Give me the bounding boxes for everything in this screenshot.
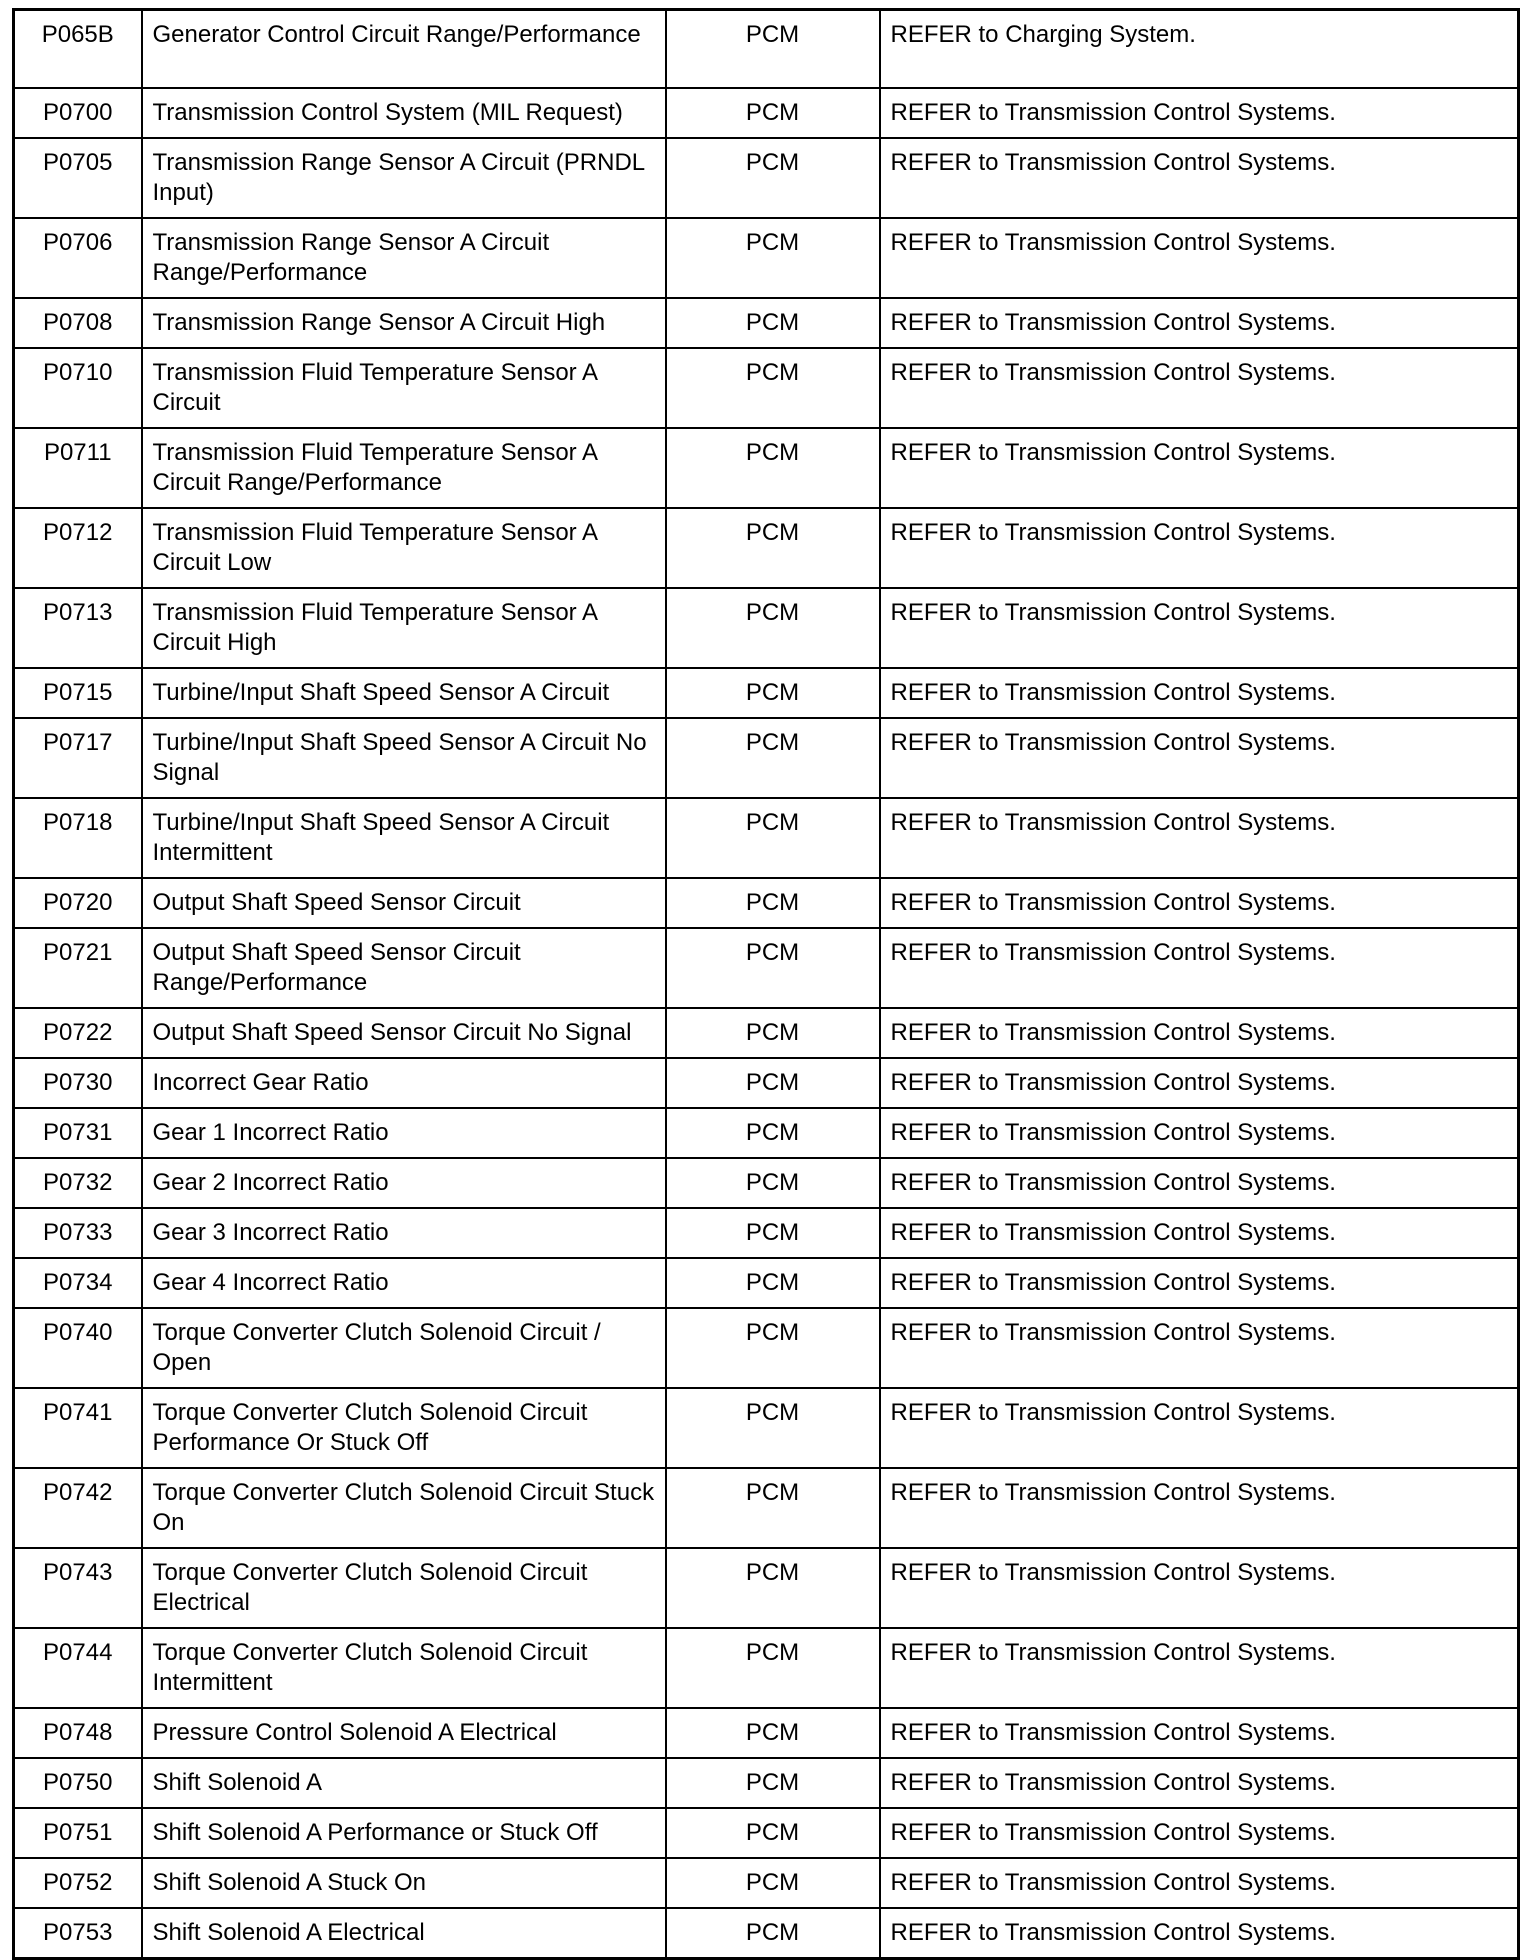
dtc-description: Torque Converter Clutch Solenoid Circuit Stuck On (142, 1468, 666, 1548)
dtc-action: REFER to Transmission Control Systems. (880, 1008, 1519, 1058)
table-row (14, 718, 1519, 798)
dtc-module: PCM (666, 508, 880, 588)
dtc-description: Transmission Range Sensor A Circuit (PRNDL Input) (142, 138, 666, 218)
dtc-module: PCM (666, 1708, 880, 1758)
dtc-code: P0708 (14, 298, 142, 348)
dtc-action: REFER to Transmission Control Systems. (880, 348, 1519, 428)
dtc-action: REFER to Transmission Control Systems. (880, 1388, 1519, 1468)
dtc-module: PCM (666, 1258, 880, 1308)
dtc-action: REFER to Transmission Control Systems. (880, 1708, 1519, 1758)
dtc-code: P0717 (14, 718, 142, 798)
dtc-code: P0740 (14, 1308, 142, 1388)
dtc-description: Torque Converter Clutch Solenoid Circuit Performance Or Stuck Off (142, 1388, 666, 1468)
dtc-action: REFER to Transmission Control Systems. (880, 1258, 1519, 1308)
dtc-description: Turbine/Input Shaft Speed Sensor A Circuit Intermittent (142, 798, 666, 878)
dtc-code: P0753 (14, 1908, 142, 1959)
dtc-code: P065B (14, 10, 142, 88)
table-row (14, 1908, 1519, 1959)
dtc-action: REFER to Transmission Control Systems. (880, 508, 1519, 588)
dtc-action: REFER to Transmission Control Systems. (880, 1628, 1519, 1708)
dtc-action: REFER to Transmission Control Systems. (880, 298, 1519, 348)
dtc-code: P0752 (14, 1858, 142, 1908)
dtc-action: REFER to Transmission Control Systems. (880, 1468, 1519, 1548)
dtc-code: P0744 (14, 1628, 142, 1708)
dtc-description: Transmission Range Sensor A Circuit High (142, 298, 666, 348)
table-row (14, 1628, 1519, 1708)
dtc-description: Output Shaft Speed Sensor Circuit (142, 878, 666, 928)
dtc-code: P0706 (14, 218, 142, 298)
dtc-module: PCM (666, 428, 880, 508)
dtc-code: P0750 (14, 1758, 142, 1808)
dtc-module: PCM (666, 1908, 880, 1959)
dtc-action: REFER to Transmission Control Systems. (880, 1108, 1519, 1158)
dtc-description: Transmission Fluid Temperature Sensor A Circuit High (142, 588, 666, 668)
dtc-description: Transmission Fluid Temperature Sensor A Circuit Range/Performance (142, 428, 666, 508)
table-row (14, 588, 1519, 668)
dtc-description: Pressure Control Solenoid A Electrical (142, 1708, 666, 1758)
dtc-module: PCM (666, 1058, 880, 1108)
table-row (14, 1388, 1519, 1468)
dtc-module: PCM (666, 668, 880, 718)
dtc-action: REFER to Transmission Control Systems. (880, 878, 1519, 928)
table-row (14, 428, 1519, 508)
dtc-code: P0731 (14, 1108, 142, 1158)
table-row (14, 1108, 1519, 1158)
dtc-action: REFER to Transmission Control Systems. (880, 928, 1519, 1008)
dtc-code: P0732 (14, 1158, 142, 1208)
dtc-description: Transmission Fluid Temperature Sensor A Circuit Low (142, 508, 666, 588)
dtc-code: P0720 (14, 878, 142, 928)
dtc-module: PCM (666, 1388, 880, 1468)
table-row (14, 10, 1519, 88)
dtc-description: Torque Converter Clutch Solenoid Circuit / Open (142, 1308, 666, 1388)
dtc-action: REFER to Transmission Control Systems. (880, 718, 1519, 798)
dtc-description: Gear 4 Incorrect Ratio (142, 1258, 666, 1308)
dtc-description: Gear 2 Incorrect Ratio (142, 1158, 666, 1208)
dtc-code: P0715 (14, 668, 142, 718)
dtc-module: PCM (666, 1208, 880, 1258)
table-row (14, 138, 1519, 218)
dtc-code: P0743 (14, 1548, 142, 1628)
dtc-action: REFER to Transmission Control Systems. (880, 1158, 1519, 1208)
dtc-module: PCM (666, 1108, 880, 1158)
dtc-module: PCM (666, 298, 880, 348)
table-row (14, 1208, 1519, 1258)
table-row (14, 1468, 1519, 1548)
dtc-description: Torque Converter Clutch Solenoid Circuit Intermittent (142, 1628, 666, 1708)
dtc-code: P0721 (14, 928, 142, 1008)
dtc-description: Turbine/Input Shaft Speed Sensor A Circuit No Signal (142, 718, 666, 798)
table-row (14, 1158, 1519, 1208)
dtc-code: P0730 (14, 1058, 142, 1108)
dtc-description: Output Shaft Speed Sensor Circuit Range/Performance (142, 928, 666, 1008)
dtc-code: P0741 (14, 1388, 142, 1468)
table-row (14, 1548, 1519, 1628)
dtc-code: P0711 (14, 428, 142, 508)
dtc-table-body (14, 10, 1519, 1959)
table-row (14, 878, 1519, 928)
dtc-module: PCM (666, 588, 880, 668)
dtc-module: PCM (666, 10, 880, 88)
dtc-description: Transmission Control System (MIL Request) (142, 88, 666, 138)
table-row (14, 218, 1519, 298)
dtc-module: PCM (666, 88, 880, 138)
dtc-code: P0742 (14, 1468, 142, 1548)
dtc-description: Shift Solenoid A Electrical (142, 1908, 666, 1959)
dtc-action: REFER to Transmission Control Systems. (880, 1858, 1519, 1908)
dtc-module: PCM (666, 218, 880, 298)
dtc-description: Transmission Range Sensor A Circuit Range/Performance (142, 218, 666, 298)
table-row (14, 508, 1519, 588)
dtc-module: PCM (666, 798, 880, 878)
dtc-code: P0733 (14, 1208, 142, 1258)
dtc-description: Transmission Fluid Temperature Sensor A Circuit (142, 348, 666, 428)
dtc-action: REFER to Transmission Control Systems. (880, 1548, 1519, 1628)
dtc-action: REFER to Transmission Control Systems. (880, 668, 1519, 718)
dtc-module: PCM (666, 1308, 880, 1388)
dtc-table (12, 8, 1520, 1960)
dtc-action: REFER to Transmission Control Systems. (880, 1058, 1519, 1108)
dtc-module: PCM (666, 718, 880, 798)
table-row (14, 798, 1519, 878)
dtc-code: P0700 (14, 88, 142, 138)
dtc-description: Gear 3 Incorrect Ratio (142, 1208, 666, 1258)
dtc-description: Generator Control Circuit Range/Performance (142, 10, 666, 88)
dtc-code: P0712 (14, 508, 142, 588)
dtc-action: REFER to Transmission Control Systems. (880, 428, 1519, 508)
dtc-module: PCM (666, 928, 880, 1008)
dtc-action: REFER to Transmission Control Systems. (880, 88, 1519, 138)
table-row (14, 88, 1519, 138)
table-row (14, 1808, 1519, 1858)
dtc-code: P0705 (14, 138, 142, 218)
dtc-description: Torque Converter Clutch Solenoid Circuit Electrical (142, 1548, 666, 1628)
dtc-description: Shift Solenoid A Stuck On (142, 1858, 666, 1908)
dtc-module: PCM (666, 1158, 880, 1208)
dtc-code: P0748 (14, 1708, 142, 1758)
dtc-action: REFER to Transmission Control Systems. (880, 1908, 1519, 1959)
dtc-description: Turbine/Input Shaft Speed Sensor A Circuit (142, 668, 666, 718)
dtc-action: REFER to Transmission Control Systems. (880, 138, 1519, 218)
dtc-description: Output Shaft Speed Sensor Circuit No Signal (142, 1008, 666, 1058)
table-row (14, 1858, 1519, 1908)
dtc-code: P0710 (14, 348, 142, 428)
dtc-module: PCM (666, 138, 880, 218)
table-row (14, 348, 1519, 428)
table-row (14, 1058, 1519, 1108)
dtc-module: PCM (666, 1468, 880, 1548)
dtc-action: REFER to Transmission Control Systems. (880, 1308, 1519, 1388)
dtc-description: Shift Solenoid A Performance or Stuck Off (142, 1808, 666, 1858)
table-row (14, 668, 1519, 718)
dtc-module: PCM (666, 1758, 880, 1808)
table-row (14, 298, 1519, 348)
dtc-action: REFER to Transmission Control Systems. (880, 1758, 1519, 1808)
dtc-module: PCM (666, 878, 880, 928)
dtc-module: PCM (666, 1628, 880, 1708)
dtc-module: PCM (666, 348, 880, 428)
dtc-action: REFER to Transmission Control Systems. (880, 218, 1519, 298)
dtc-action: REFER to Charging System. (880, 10, 1519, 88)
dtc-action: REFER to Transmission Control Systems. (880, 798, 1519, 878)
table-row (14, 1708, 1519, 1758)
dtc-module: PCM (666, 1808, 880, 1858)
dtc-code: P0734 (14, 1258, 142, 1308)
dtc-description: Shift Solenoid A (142, 1758, 666, 1808)
table-row (14, 1308, 1519, 1388)
dtc-action: REFER to Transmission Control Systems. (880, 1808, 1519, 1858)
dtc-code: P0751 (14, 1808, 142, 1858)
dtc-code: P0718 (14, 798, 142, 878)
dtc-code: P0722 (14, 1008, 142, 1058)
dtc-description: Gear 1 Incorrect Ratio (142, 1108, 666, 1158)
table-row (14, 1008, 1519, 1058)
dtc-action: REFER to Transmission Control Systems. (880, 1208, 1519, 1258)
dtc-module: PCM (666, 1008, 880, 1058)
dtc-description: Incorrect Gear Ratio (142, 1058, 666, 1108)
dtc-module: PCM (666, 1548, 880, 1628)
table-row (14, 1758, 1519, 1808)
dtc-module: PCM (666, 1858, 880, 1908)
table-row (14, 1258, 1519, 1308)
dtc-code: P0713 (14, 588, 142, 668)
table-row (14, 928, 1519, 1008)
dtc-action: REFER to Transmission Control Systems. (880, 588, 1519, 668)
